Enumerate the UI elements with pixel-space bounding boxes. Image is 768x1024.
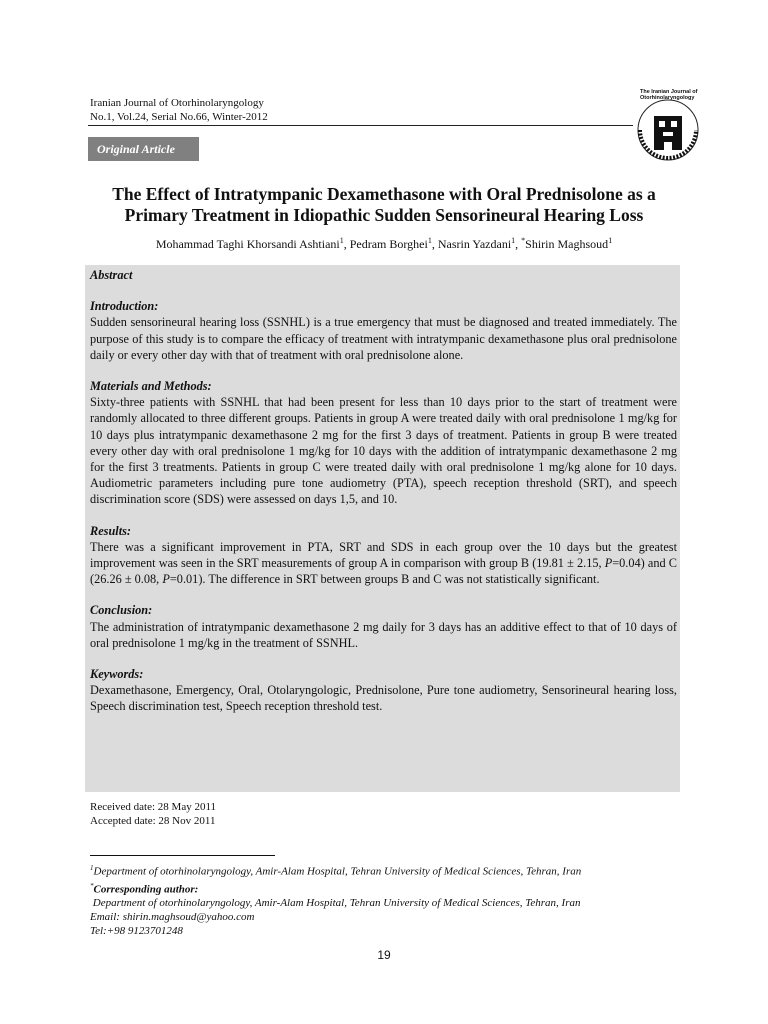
logo-caption: The Iranian Journal of Otorhinolaryngology xyxy=(640,89,698,101)
dates xyxy=(90,800,216,828)
author-list: Mohammad Taghi Khorsandi Ashtiani$^1$, Pedram Borghei$^1$, Nasrin Yazdani$^1$, *Shirin Maghsoud$^1$ xyxy=(155,236,613,251)
received-date: Received date: 28 May 2011 xyxy=(90,801,217,813)
abstract-heading: Abstract xyxy=(90,268,133,282)
title-line-2: Primary Treatment in Idiopathic Sudden Sensorineural Hearing Loss xyxy=(124,205,644,225)
keywords-text: Dexamethasone, Emergency, Oral, Otolaryngologic, Prednisolone, Pure tone audiometry, Sensorineural hearing loss, Speech discrimination test, Speech reception threshold test. xyxy=(90,683,677,714)
header-rule xyxy=(88,125,633,126)
article-type-badge: Original Article xyxy=(88,137,199,161)
journal-logo-icon xyxy=(630,88,706,166)
corresponding-department: Department of otorhinolaryngology, Amir-Alam Hospital, Tehran University of Medical Sciences, Tehran, Iran xyxy=(92,897,581,910)
telephone: Tel:+98 9123701248 xyxy=(90,925,183,938)
methods-heading: Materials and Methods: xyxy=(90,379,212,394)
accepted-date: Accepted date: 28 Nov 2011 xyxy=(90,815,216,827)
affiliation-footnote: $^1$Department of otorhinolaryngology, Amir-Alam Hospital, Tehran University of Medical Sciences, Tehran, Iran xyxy=(90,864,582,878)
introduction-text: Sudden sensorineural hearing loss (SSNHL) is a true emergency that must be diagnosed and treated immediately. The purpose of this study is to compare the efficacy of treatment with intratympanic dexamethasone plus oral prednisolone daily or every other day with that of treatment with oral prednisolone alone. xyxy=(90,315,677,362)
results-heading: Results: xyxy=(90,523,131,538)
footnotes xyxy=(90,861,581,938)
results-text: There was a significant improvement in PTA, SRT and SDS in each group over the 10 days but the greatest improvement was seen in the SRT measurements of group A in comparison with group B (19.81 ± 2.15, P=0.04) and C (26.26 ± 0.08, P=0.01). The difference in SRT between groups B and C was not statistically significant. xyxy=(90,539,677,587)
conclusion-text: The administration of intratympanic dexamethasone 2 mg daily for 3 days has an additive effect to that of 10 days of oral prednisolone 1 mg/kg in the treatment of SSNHL. xyxy=(90,619,677,650)
author-4: *Shirin Maghsoud$^1$ xyxy=(521,236,613,251)
corresponding-author-label: *Corresponding author: xyxy=(90,881,199,896)
keywords-heading: Keywords: xyxy=(90,667,144,682)
page-number: 19 xyxy=(377,948,391,962)
author-1: Mohammad Taghi Khorsandi Ashtiani$^1$ xyxy=(155,236,344,251)
journal-header xyxy=(90,96,268,124)
author-3: Nasrin Yazdani$^1$ xyxy=(437,236,516,251)
conclusion-heading: Conclusion: xyxy=(90,603,153,618)
article-title xyxy=(60,184,708,226)
journal-issue: No.1, Vol.24, Serial No.66, Winter-2012 xyxy=(90,111,268,123)
journal-name: Iranian Journal of Otorhinolaryngology xyxy=(90,97,264,109)
author-2: Pedram Borghei$^1$ xyxy=(349,236,432,251)
abstract-box xyxy=(85,265,680,792)
methods-text: Sixty-three patients with SSNHL that had been present for less than 10 days prior to the start of treatment were randomly allocated to three different groups. Patients in group A were treated daily with oral prednisolone 1 mg/kg for 10 days plus intratympanic dexamethasone 2 mg for the first 3 days of treatment. Patients in group B were treated every other day with oral prednisolone 1 mg/kg for 10 days with the addition of intratympanic dexamethasone 2 mg for the first 3 treatments. Patients in group C were treated daily with oral prednisolone 1 mg/kg alone for 10 days. Audiometric parameters including pure tone audiometry (PTA), speech reception threshold (SRT), and speech discrimination score (SDS) were assessed on days 1,5, and 10. xyxy=(90,395,677,507)
title-line-1: The Effect of Intratympanic Dexamethasone with Oral Prednisolone as a xyxy=(112,184,656,204)
introduction-heading: Introduction: xyxy=(90,299,159,314)
footnote-rule xyxy=(90,855,275,856)
email: Email: shirin.maghsoud@yahoo.com xyxy=(90,911,255,924)
